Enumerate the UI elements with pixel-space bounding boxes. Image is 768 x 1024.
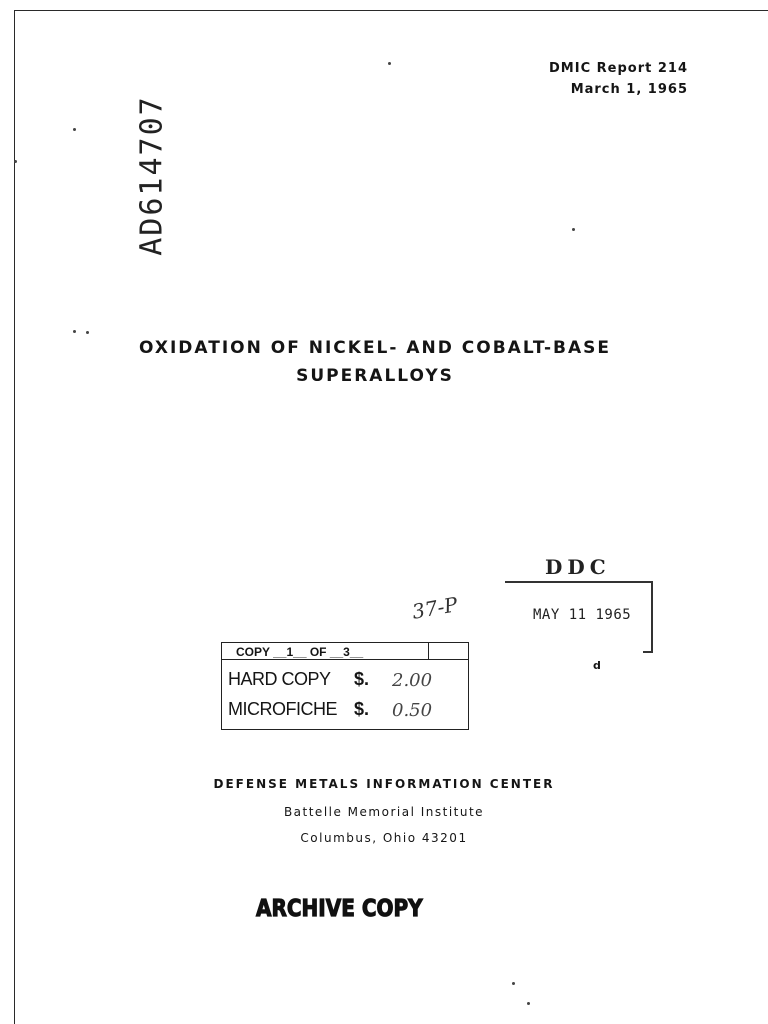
microfiche-label: MICROFICHE [228,699,337,719]
handwritten-reference: 37-P [410,592,460,624]
ddc-label: DDC [545,555,611,579]
copy-of-box [428,643,469,660]
scan-speck [572,228,575,231]
report-meta [549,58,688,100]
archive-copy-stamp: ARCHIVE COPY [256,894,423,922]
microfiche-currency: $. [354,699,370,719]
copy-stamp-box [221,642,469,730]
ddc-date: MAY 11 1965 [533,607,632,623]
title-line-2: SUPERALLOYS [296,366,454,386]
ddc-stamp-rule [505,581,653,583]
hard-copy-currency: $. [354,669,370,689]
report-date: March 1, 1965 [570,82,688,97]
accession-number: AD614707 [134,95,170,256]
copy-header: COPY __1__ OF __3__ [236,645,364,659]
scan-speck [73,330,76,333]
scan-speck [86,331,89,334]
ddc-stamp [505,555,655,672]
microfiche-value: 0.50 [392,700,433,721]
scan-speck [527,1002,530,1005]
title-line-1: OXIDATION OF NICKEL- AND COBALT-BASE [139,338,611,358]
hard-copy-value: 2.00 [392,670,433,691]
report-number: DMIC Report 214 [549,61,688,76]
organization-name: DEFENSE METALS INFORMATION CENTER [213,777,555,791]
page-top-edge [14,10,768,11]
ddc-stamp-bracket [643,581,653,653]
ddc-mark: d [593,659,601,672]
scan-speck [388,62,391,65]
hard-copy-label: HARD COPY [228,669,331,689]
scan-speck [14,160,17,163]
document-title [100,334,650,390]
organization-address: Columbus, Ohio 43201 [300,831,468,845]
scan-speck [512,982,515,985]
institute-name: Battelle Memorial Institute [283,805,485,819]
copy-header-rule [222,659,468,660]
scan-speck [73,128,76,131]
